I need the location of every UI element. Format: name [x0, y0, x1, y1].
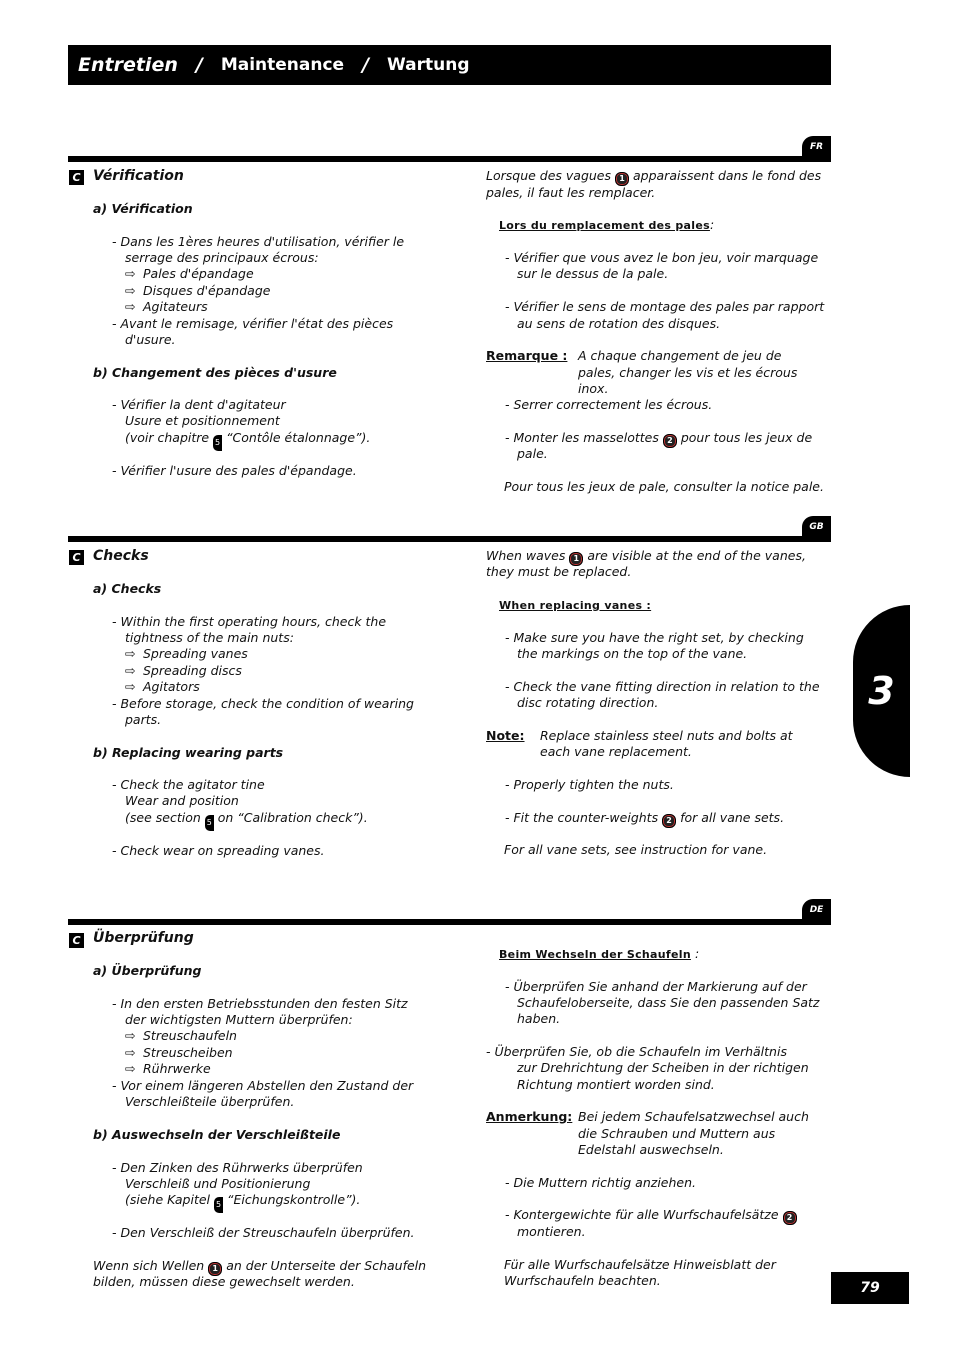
text-line: for all vane sets.	[680, 810, 785, 825]
text-line: - Monter les masselottes	[505, 430, 659, 445]
chapter-tab: 3	[853, 605, 910, 777]
text-line: bilden, müssen diese gewechselt werden.	[93, 1274, 355, 1289]
text-line: montieren.	[517, 1224, 586, 1239]
text-line: pales, il faut les remplacer.	[486, 185, 656, 200]
text-line: - Check wear on spreading vanes.	[112, 843, 325, 858]
text-line: - Die Muttern richtig anziehen.	[505, 1175, 696, 1190]
arrow-item	[125, 1061, 211, 1077]
text-line: an der Unterseite der Schaufeln	[226, 1258, 427, 1273]
text-line: A chaque changement de jeu de	[578, 348, 782, 363]
text-line: are visible at the end of the vanes,	[587, 548, 806, 563]
text-line: au sens de rotation des disques.	[517, 316, 721, 331]
text-line: Disques d'épandage	[143, 283, 271, 298]
text-line: Wurfschaufeln beachten.	[504, 1273, 661, 1288]
text-line	[505, 1207, 797, 1225]
section-divider	[68, 536, 831, 542]
text-line: sur le dessus de la pale.	[517, 266, 669, 281]
text-line: Verschleißteile überprüfen.	[125, 1094, 295, 1109]
subheading: a) Vérification	[93, 201, 193, 216]
text-line	[125, 810, 368, 831]
text-line: Lorsque des vagues	[486, 168, 612, 183]
text-line: “Contôle étalonnage”).	[226, 430, 371, 445]
text-line: die Schrauben und Muttern aus	[578, 1126, 776, 1141]
text-line: Bei jedem Schaufelsatzwechsel auch	[578, 1109, 809, 1124]
text-line: - Vérifier que vous avez le bon jeu, voir marquage	[505, 250, 819, 265]
text-line: - Fit the counter-weights	[505, 810, 659, 825]
arrow-item	[125, 1045, 233, 1061]
text-line: - Kontergewichte für alle Wurfschaufelsätze	[505, 1207, 779, 1222]
text-line: the markings on the top of the vane.	[517, 646, 748, 661]
page-number: 79	[831, 1272, 909, 1304]
text-line: - Den Verschleiß der Streuschaufeln überprüfen.	[112, 1225, 415, 1240]
text-line	[505, 810, 784, 828]
text-line: :	[694, 946, 700, 961]
text-line: tightness of the main nuts:	[125, 630, 294, 645]
language-tab-de: DE	[802, 899, 831, 921]
text-line: - Den Zinken des Rührwerks überprüfen	[112, 1160, 363, 1175]
text-line: - Vérifier le sens de montage des pales par rapport	[505, 299, 825, 314]
text-line: inox.	[578, 381, 609, 396]
text-line: (voir chapitre	[125, 430, 210, 445]
small-caps-heading: When replacing vanes :	[499, 599, 652, 612]
arrow-icon: ⇨	[125, 283, 136, 298]
text-line: - Before storage, check the condition of wearing	[112, 696, 414, 711]
text-line: - Vérifier la dent d'agitateur	[112, 397, 286, 412]
subheading: b) Changement des pièces d'usure	[93, 365, 337, 380]
section-badge: C	[69, 550, 84, 565]
text-line: Agitateurs	[143, 299, 208, 314]
small-caps-heading: Beim Wechseln der Schaufeln	[499, 948, 691, 961]
arrow-icon: ⇨	[125, 663, 136, 678]
text-line: on “Calibration check”).	[217, 810, 368, 825]
text-line: pale.	[517, 446, 548, 461]
text-line: (siehe Kapitel	[125, 1192, 211, 1207]
text-line: Usure et positionnement	[125, 413, 280, 428]
text-line: pales, changer les vis et les écrous	[578, 365, 798, 380]
text-line: each vane replacement.	[540, 744, 692, 759]
language-tab-gb: GB	[802, 516, 831, 538]
text-line: - Make sure you have the right set, by checking	[505, 630, 804, 645]
text-line	[486, 168, 821, 186]
text-line: - Avant le remisage, vérifier l'état des pièces	[112, 316, 394, 331]
subheading	[499, 597, 651, 614]
text-line: - Überprüfen Sie anhand der Markierung auf der	[505, 979, 807, 994]
text-line: disc rotating direction.	[517, 695, 659, 710]
header-title-en: Maintenance	[220, 55, 345, 75]
text-line: For all vane sets, see instruction for vane.	[504, 842, 768, 857]
text-line: (see section	[125, 810, 201, 825]
note-label	[486, 728, 525, 744]
arrow-item	[125, 1028, 237, 1044]
section-title-de: Überprüfung	[93, 930, 194, 946]
chapter-marker: 5	[213, 435, 222, 451]
subheading: b) Auswechseln der Verschleißteile	[93, 1127, 341, 1142]
text-line: :	[709, 217, 715, 232]
arrow-icon: ⇨	[125, 1028, 136, 1043]
text-line: Replace stainless steel nuts and bolts at	[540, 728, 793, 743]
text-line: - Within the first operating hours, check the	[112, 614, 387, 629]
arrow-icon: ⇨	[125, 1045, 136, 1060]
text-line: - In den ersten Betriebsstunden den festen Sitz	[112, 996, 408, 1011]
text-line: - Dans les 1ères heures d'utilisation, vérifier le	[112, 234, 405, 249]
arrow-icon: ⇨	[125, 1061, 136, 1076]
text-line: Rührwerke	[143, 1061, 211, 1076]
small-caps-heading: Lors du remplacement des pales	[499, 219, 710, 232]
arrow-icon: ⇨	[125, 679, 136, 694]
text-line: Wear and position	[125, 793, 239, 808]
arrow-icon: ⇨	[125, 646, 136, 661]
section-badge: C	[69, 170, 84, 185]
subheading: a) Checks	[93, 581, 162, 596]
marker-1-icon: 1	[615, 172, 629, 186]
text-line: Schaufeloberseite, dass Sie den passenden Satz	[517, 995, 820, 1010]
text-line: - Vérifier l'usure des pales d'épandage.	[112, 463, 357, 478]
subheading	[499, 217, 714, 234]
arrow-icon: ⇨	[125, 266, 136, 281]
text-line: d'usure.	[125, 332, 176, 347]
text-line: - Properly tighten the nuts.	[505, 777, 674, 792]
text-line: Verschleiß und Positionierung	[125, 1176, 311, 1191]
section-title-gb: Checks	[93, 548, 149, 564]
text-line: Wenn sich Wellen	[93, 1258, 205, 1273]
marker-2-icon: 2	[783, 1211, 797, 1225]
marker-2-icon: 2	[663, 434, 677, 448]
arrow-item	[125, 299, 208, 315]
arrow-item	[125, 679, 200, 695]
header-separator: /	[362, 54, 370, 76]
note-label-text: Remarque :	[486, 348, 568, 363]
text-line: apparaissent dans le fond des	[632, 168, 822, 183]
section-divider	[68, 156, 831, 162]
note-label-text: Anmerkung:	[486, 1109, 573, 1124]
text-line: haben.	[517, 1011, 561, 1026]
subheading: b) Replacing wearing parts	[93, 745, 284, 760]
chapter-marker: 5	[214, 1197, 223, 1213]
page-header	[68, 45, 831, 85]
text-line: Streuscheiben	[143, 1045, 233, 1060]
arrow-item	[125, 663, 242, 679]
text-line	[125, 1192, 360, 1213]
text-line: they must be replaced.	[486, 564, 632, 579]
text-line: zur Drehrichtung der Scheiben in der richtigen	[517, 1060, 809, 1075]
text-line: parts.	[125, 712, 162, 727]
text-line: Pales d'épandage	[143, 266, 254, 281]
marker-1-icon: 1	[208, 1262, 222, 1276]
text-line: serrage des principaux écrous:	[125, 250, 319, 265]
text-line: der wichtigsten Muttern überprüfen:	[125, 1012, 353, 1027]
note-label-text: Note:	[486, 728, 525, 743]
text-line: - Check the vane fitting direction in relation to the	[505, 679, 820, 694]
text-line: “Eichungskontrolle”).	[227, 1192, 361, 1207]
header-title-fr: Entretien	[78, 54, 178, 76]
text-line: Richtung montiert worden sind.	[517, 1077, 715, 1092]
text-line: - Überprüfen Sie, ob die Schaufeln im Verhältnis	[486, 1044, 787, 1059]
marker-1-icon: 1	[569, 552, 583, 566]
subheading: a) Überprüfung	[93, 963, 202, 978]
text-line: Spreading vanes	[143, 646, 248, 661]
header-separator: /	[195, 54, 203, 76]
text-line: Streuschaufeln	[143, 1028, 237, 1043]
text-line: Spreading discs	[143, 663, 242, 678]
arrow-icon: ⇨	[125, 299, 136, 314]
text-line: Agitators	[143, 679, 200, 694]
chapter-marker: 5	[205, 815, 214, 831]
text-line	[505, 430, 812, 448]
marker-2-icon: 2	[662, 814, 676, 828]
section-badge: C	[69, 933, 84, 948]
note-label	[486, 348, 567, 364]
text-line: Für alle Wurfschaufelsätze Hinweisblatt der	[504, 1257, 776, 1272]
text-line: - Vor einem längeren Abstellen den Zustand der	[112, 1078, 414, 1093]
text-line: pour tous les jeux de	[680, 430, 813, 445]
note-label	[486, 1109, 572, 1125]
section-title-fr: Vérification	[93, 168, 184, 184]
header-title-de: Wartung	[387, 55, 470, 75]
text-line: - Check the agitator tine	[112, 777, 265, 792]
text-line: - Serrer correctement les écrous.	[505, 397, 713, 412]
language-tab-fr: FR	[802, 136, 831, 158]
arrow-item	[125, 646, 248, 662]
text-line: When waves	[486, 548, 566, 563]
text-line: Edelstahl auswechseln.	[578, 1142, 724, 1157]
subheading	[499, 946, 699, 963]
arrow-item	[125, 283, 270, 299]
text-line	[125, 430, 370, 451]
arrow-item	[125, 266, 254, 282]
section-divider	[68, 919, 831, 925]
text-line: Pour tous les jeux de pale, consulter la notice pale.	[504, 479, 824, 494]
